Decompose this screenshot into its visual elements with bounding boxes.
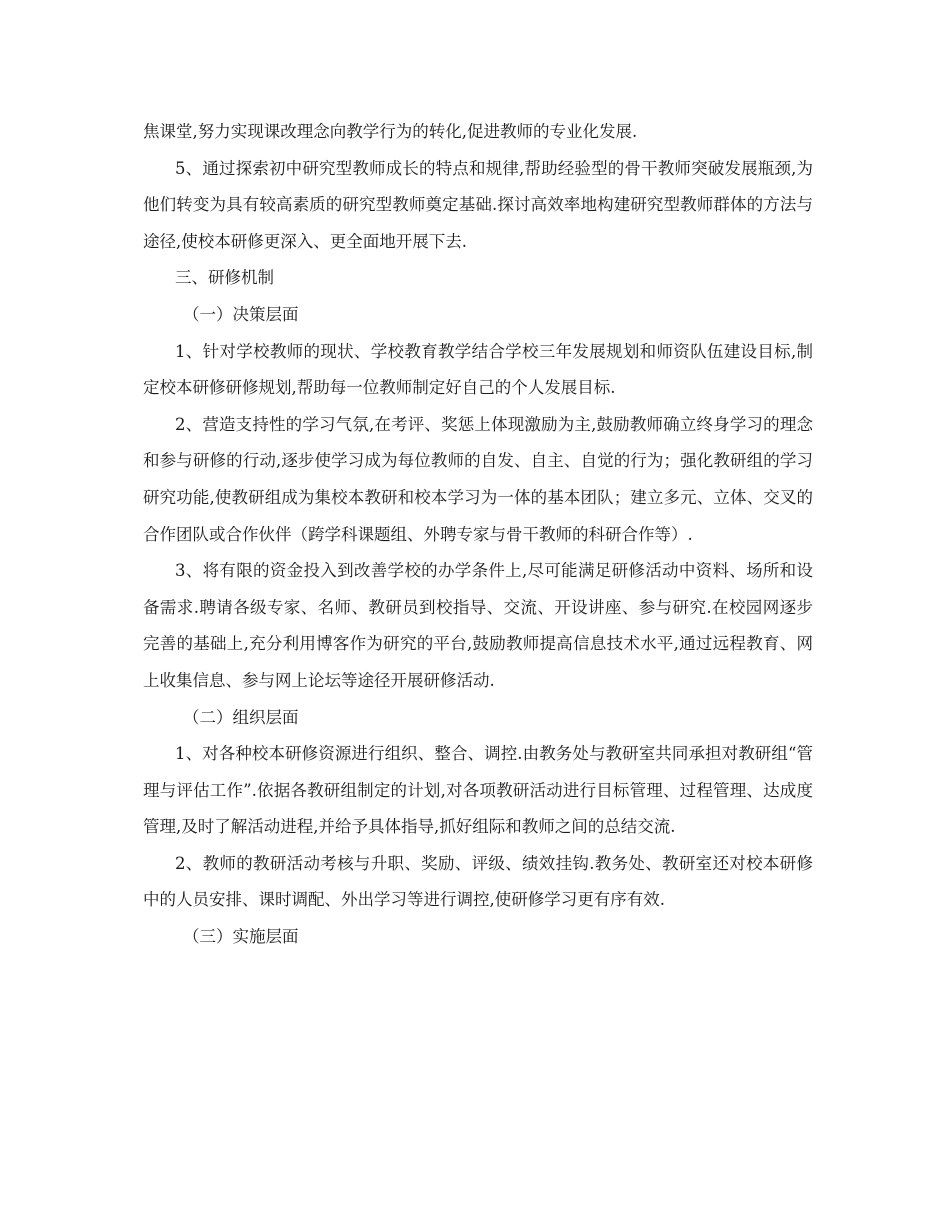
paragraph: 1、对各种校本研修资源进行组织、整合、调控.由教务处与教研室共同承担对教研组“管理与评估工作”.依据各教研组制定的计划,对各项教研活动进行目标管理、过程管理、达成度管理,及时了解活动进程,并给予具体指导,抓好组际和教师之间的总结交流.: [143, 744, 813, 837]
subsection-heading: （一）决策层面: [183, 304, 299, 324]
paragraph: 2、营造支持性的学习气氛,在考评、奖惩上体现激励为主,鼓励教师确立终身学习的理念和参与研修的行动,逐步使学习成为每位教师的自发、自主、自觉的行为；强化教研组的学习研究功能,使教研组成为集校本教研和校本学习为一体的基本团队；建立多元、立体、交叉的合作团队或合作伙伴（跨学科课题组、外聘专家与骨干教师的科研合作等）.: [143, 414, 813, 544]
subsection-heading: （三）实施层面: [183, 927, 299, 947]
paragraph: 焦课堂,努力实现课改理念向教学行为的转化,促进教师的专业化发展.: [143, 122, 638, 141]
subsection-heading: （二）组织层面: [183, 707, 299, 727]
document-body: [143, 114, 813, 956]
paragraph: 2、教师的教研活动考核与升职、奖励、评级、绩效挂钩.教务处、教研室还对校本研修中的人员安排、课时调配、外出学习等进行调控,使研修学习更有序有效.: [143, 853, 813, 910]
paragraph: 1、针对学校教师的现状、学校教育教学结合学校三年发展规划和师资队伍建设目标,制定校本研修研修规划,帮助每一位教师制定好自己的个人发展目标.: [143, 341, 813, 398]
paragraph: 3、将有限的资金投入到改善学校的办学条件上,尽可能满足研修活动中资料、场所和设备需求.聘请各级专家、名师、教研员到校指导、交流、开设讲座、参与研究.在校园网逐步完善的基础上,充分利用博客作为研究的平台,鼓励教师提高信息技术水平,通过远程教育、网上收集信息、参与网上论坛等途径开展研修活动.: [143, 561, 813, 690]
paragraph: 5、通过探索初中研究型教师成长的特点和规律,帮助经验型的骨干教师突破发展瓶颈,为他们转变为具有较高素质的研究型教师奠定基础.探讨高效率地构建研究型教师群体的方法与途径,使校本研修更深入、更全面地开展下去.: [143, 158, 813, 251]
section-heading: 三、研修机制: [175, 268, 274, 288]
